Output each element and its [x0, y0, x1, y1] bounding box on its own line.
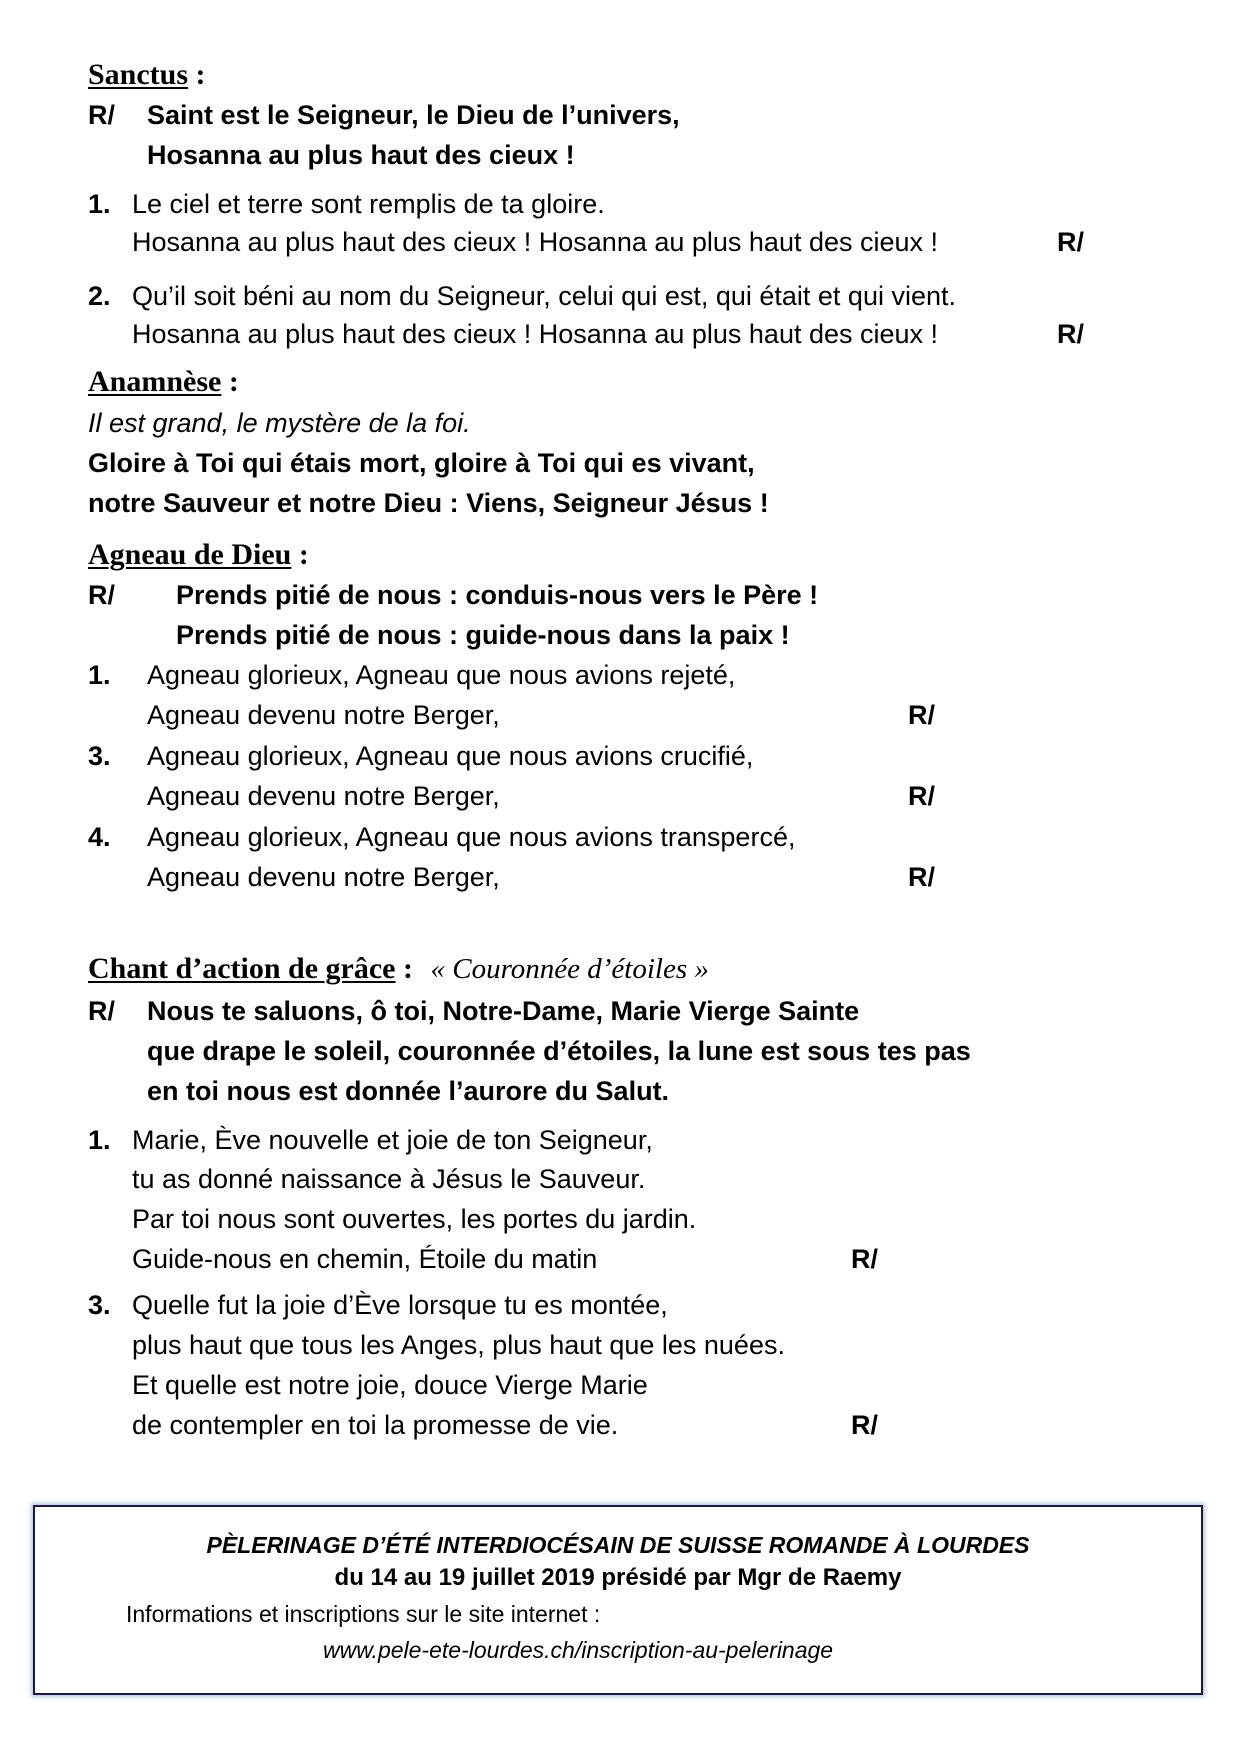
pilgrimage-title: PÈLERINAGE D’ÉTÉ INTERDIOCÉSAIN DE SUISSE ROMANDE À LOURDES	[206, 1532, 1030, 1558]
agneau-refrain-line-1: Prends pitié de nous : conduis-nous vers le Père !	[176, 580, 819, 610]
agneau-verse-refrain-cue: R/	[908, 781, 935, 811]
action-grace-refrain-line-3: en toi nous est donnée l’aurore du Salut.	[147, 1076, 670, 1106]
sanctus-verse-refrain-cue: R/	[1057, 227, 1084, 257]
anamnese-response-line-1: Gloire à Toi qui étais mort, gloire à Toi qui es vivant,	[88, 448, 755, 478]
action-grace-verse-line: de contempler en toi la promesse de vie.	[132, 1410, 619, 1440]
anamnese-title: Anamnèse	[88, 365, 222, 398]
action-grace-verse-number: 3.	[88, 1290, 111, 1320]
action-grace-verse-line: Quelle fut la joie d’Ève lorsque tu es montée,	[132, 1290, 668, 1320]
agneau-heading	[88, 540, 309, 570]
agneau-verse-number: 1.	[88, 660, 111, 690]
agneau-refrain-marker: R/	[88, 580, 115, 610]
anamnese-heading	[88, 367, 239, 397]
sanctus-verse-refrain-cue: R/	[1057, 319, 1084, 349]
agneau-verse-line: Agneau devenu notre Berger,	[147, 862, 500, 892]
action-grace-title: Chant d’action de grâce	[88, 952, 396, 985]
sanctus-verse-line: Hosanna au plus haut des cieux ! Hosanna au plus haut des cieux !	[132, 227, 939, 257]
agneau-colon: :	[291, 538, 309, 571]
anamnese-intro: Il est grand, le mystère de la foi.	[88, 408, 471, 438]
pilgrimage-info-text: Informations et inscriptions sur le site internet :	[126, 1601, 601, 1627]
agneau-verse-line: Agneau glorieux, Agneau que nous avions transpercé,	[147, 822, 796, 852]
agneau-verse-refrain-cue: R/	[908, 700, 935, 730]
action-grace-refrain-marker: R/	[88, 996, 115, 1026]
agneau-refrain-line-2: Prends pitié de nous : guide-nous dans la paix !	[176, 620, 790, 650]
action-grace-verse-number: 1.	[88, 1125, 111, 1155]
anamnese-colon: :	[221, 365, 239, 398]
action-grace-heading	[88, 954, 709, 984]
sanctus-verse-line: Hosanna au plus haut des cieux ! Hosanna au plus haut des cieux !	[132, 319, 939, 349]
action-grace-verse-line: Marie, Ève nouvelle et joie de ton Seigneur,	[132, 1125, 653, 1155]
pilgrimage-info-box	[33, 1505, 1203, 1695]
sanctus-verse-line: Qu’il soit béni au nom du Seigneur, celui qui est, qui était et qui vient.	[132, 281, 957, 311]
pilgrimage-website-link[interactable]: www.pele-ete-lourdes.ch/inscription-au-pelerinage	[323, 1637, 834, 1663]
sanctus-refrain-marker: R/	[88, 100, 115, 130]
agneau-verse-line: Agneau devenu notre Berger,	[147, 700, 500, 730]
sanctus-verse-line: Le ciel et terre sont remplis de ta gloire.	[132, 189, 605, 219]
action-grace-verse-line: Guide-nous en chemin, Étoile du matin	[132, 1244, 598, 1274]
action-grace-subtitle: « Couronnée d’étoiles »	[430, 953, 709, 985]
sanctus-verse-number: 1.	[88, 189, 111, 219]
sanctus-refrain-line-1: Saint est le Seigneur, le Dieu de l’univers,	[147, 100, 680, 130]
action-grace-verse-refrain-cue: R/	[851, 1244, 878, 1274]
action-grace-colon: :	[395, 952, 413, 985]
anamnese-response-line-2: notre Sauveur et notre Dieu : Viens, Seigneur Jésus !	[88, 488, 769, 518]
action-grace-refrain-line-1: Nous te saluons, ô toi, Notre-Dame, Marie Vierge Sainte	[147, 996, 860, 1026]
sanctus-colon: :	[188, 58, 206, 91]
sanctus-refrain-line-2: Hosanna au plus haut des cieux !	[147, 140, 575, 170]
sanctus-heading	[88, 60, 206, 90]
action-grace-verse-line: Par toi nous sont ouvertes, les portes du jardin.	[132, 1204, 697, 1234]
sanctus-title: Sanctus	[88, 58, 189, 91]
action-grace-verse-line: Et quelle est notre joie, douce Vierge Marie	[132, 1370, 648, 1400]
agneau-verse-refrain-cue: R/	[908, 862, 935, 892]
agneau-verse-number: 3.	[88, 741, 111, 771]
agneau-verse-line: Agneau glorieux, Agneau que nous avions rejeté,	[147, 660, 736, 690]
action-grace-refrain-line-2: que drape le soleil, couronnée d’étoiles, la lune est sous tes pas	[147, 1036, 971, 1066]
agneau-verse-number: 4.	[88, 822, 111, 852]
sanctus-verse-number: 2.	[88, 281, 111, 311]
agneau-title: Agneau de Dieu	[88, 538, 292, 571]
agneau-verse-line: Agneau glorieux, Agneau que nous avions crucifié,	[147, 741, 754, 771]
action-grace-verse-line: tu as donné naissance à Jésus le Sauveur.	[132, 1164, 646, 1194]
pilgrimage-dates: du 14 au 19 juillet 2019 présidé par Mgr de Raemy	[334, 1564, 902, 1591]
agneau-verse-line: Agneau devenu notre Berger,	[147, 781, 500, 811]
action-grace-verse-line: plus haut que tous les Anges, plus haut que les nuées.	[132, 1330, 785, 1360]
action-grace-verse-refrain-cue: R/	[851, 1410, 878, 1440]
